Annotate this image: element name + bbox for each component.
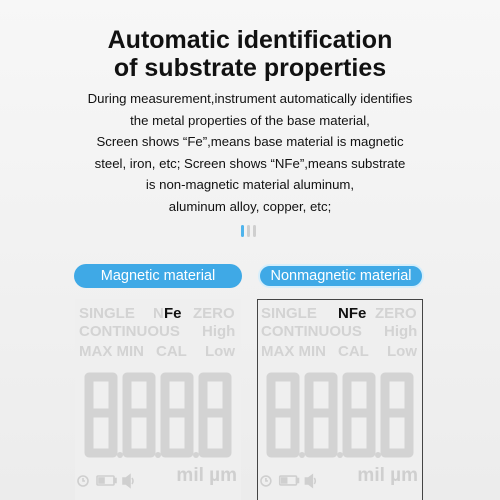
cal-indicator: CAL	[338, 343, 369, 360]
nonmagnetic-lcd-display	[257, 299, 423, 500]
carousel-dot[interactable]	[253, 225, 256, 237]
lcd-row-1	[75, 304, 241, 324]
timer-icon	[78, 476, 88, 486]
low-indicator: Low	[387, 343, 417, 360]
seven-segment-digits	[83, 369, 235, 461]
timer-icon	[261, 476, 271, 486]
digit-8	[385, 377, 409, 453]
digit-8	[127, 377, 151, 453]
nonmagnetic-material-tab[interactable]: Nonmagnetic material	[258, 264, 424, 288]
nfe-indicator: NFe	[338, 305, 367, 322]
lcd-row-1	[258, 304, 422, 324]
description-line: During measurement,instrument automatically identifies	[87, 91, 413, 106]
digit-8	[165, 377, 189, 453]
decimal-point	[337, 452, 343, 458]
carousel-indicator[interactable]	[241, 225, 256, 237]
unit-label: mil µm	[357, 465, 418, 486]
speaker-icon	[305, 475, 315, 487]
cal-indicator: CAL	[156, 343, 187, 360]
low-indicator: Low	[205, 343, 235, 360]
description-line: aluminum alloy, copper, etc;	[168, 198, 332, 214]
high-indicator: High	[202, 323, 236, 340]
zero-indicator: ZERO	[193, 305, 235, 322]
continuous-indicator: CONTINUOUS	[261, 323, 362, 340]
digit-8	[309, 377, 333, 453]
carousel-dot-active[interactable]	[241, 225, 244, 237]
magnetic-lcd-display	[75, 299, 241, 500]
decimal-point	[117, 452, 123, 458]
decimal-point	[375, 452, 381, 458]
page-title	[0, 26, 500, 82]
high-indicator: High	[384, 323, 418, 340]
zero-indicator: ZERO	[375, 305, 417, 322]
continuous-indicator: CONTINUOUS	[79, 323, 180, 340]
maxmin-indicator: MAX MIN	[79, 343, 144, 360]
digit-8	[271, 377, 295, 453]
speaker-icon	[123, 475, 133, 487]
lcd-row-2	[258, 322, 422, 342]
carousel-dot[interactable]	[247, 225, 250, 237]
description-line: Screen shows “Fe”,means base material is magnetic	[96, 134, 404, 149]
description-line: the metal properties of the base material,	[130, 112, 370, 128]
battery-icon	[280, 476, 299, 485]
title-line-1: Automatic identification	[107, 26, 393, 54]
single-indicator: SINGLE	[79, 305, 135, 322]
decimal-point	[299, 452, 305, 458]
seven-segment-digits	[265, 369, 417, 461]
maxmin-indicator: MAX MIN	[261, 343, 326, 360]
magnetic-material-tab[interactable]: Magnetic material	[74, 264, 242, 288]
digit-8	[347, 377, 371, 453]
digit-8	[89, 377, 113, 453]
battery-icon	[97, 476, 116, 485]
single-indicator: SINGLE	[261, 305, 317, 322]
description	[40, 88, 460, 217]
fe-indicator: Fe	[164, 305, 182, 322]
lcd-row-3	[75, 342, 241, 362]
description-line: is non-magnetic material aluminum,	[145, 177, 355, 192]
description-line: steel, iron, etc; Screen shows “NFe”,means substrate	[94, 155, 406, 171]
n-indicator: N	[153, 305, 164, 322]
title-line-2: of substrate properties	[113, 54, 387, 82]
unit-label: mil µm	[176, 465, 237, 486]
lcd-row-2	[75, 322, 241, 342]
decimal-point	[155, 452, 161, 458]
lcd-row-3	[258, 342, 422, 362]
digit-8	[203, 377, 227, 453]
decimal-point	[193, 452, 199, 458]
